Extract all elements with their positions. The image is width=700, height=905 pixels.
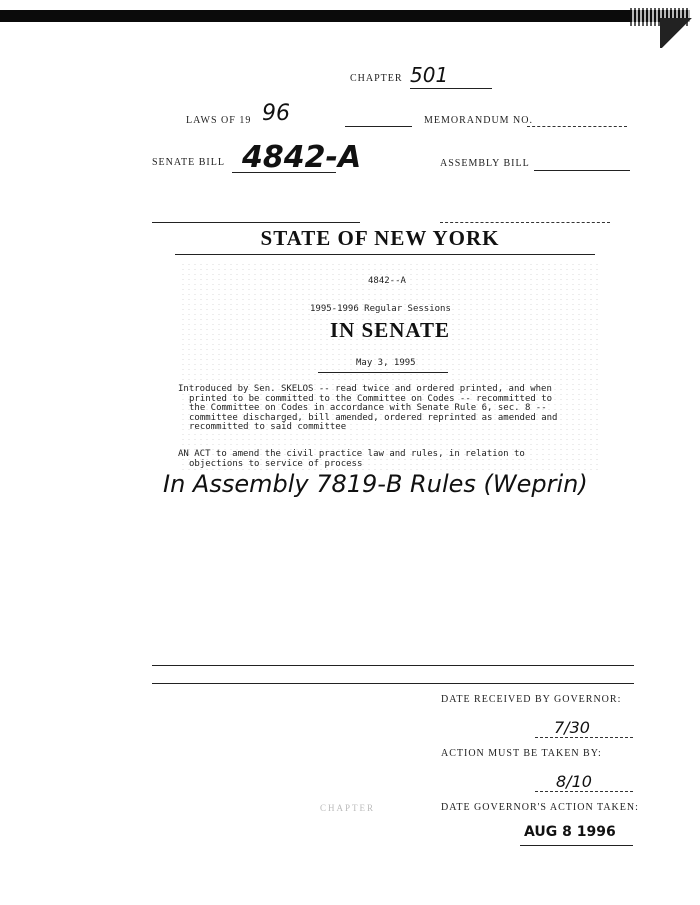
bill-number: 4842--A <box>368 276 406 286</box>
act-paragraph <box>178 449 608 469</box>
received-label: DATE RECEIVED BY GOVERNOR: <box>441 694 622 705</box>
laws-value: 96 <box>262 101 290 126</box>
scan-corner-fold <box>660 18 700 48</box>
received-line <box>535 737 633 738</box>
intro-line: the Committee on Codes in accordance with Senate Rule 6, sec. 8 -- <box>189 403 547 413</box>
faint-stamp: CHAPTER <box>320 803 376 813</box>
chapter-label: CHAPTER <box>350 73 403 84</box>
memo-label: MEMORANDUM NO. <box>424 115 534 126</box>
date-underline <box>318 372 448 373</box>
title-underline <box>175 254 595 255</box>
action-taken-line <box>520 845 633 846</box>
action-taken-label: DATE GOVERNOR'S ACTION TAKEN: <box>441 802 639 813</box>
intro-line: recommitted to said committee <box>189 422 347 432</box>
memo-line <box>527 126 627 127</box>
bill-date: May 3, 1995 <box>356 358 416 368</box>
laws-blank-line <box>345 126 412 127</box>
bill-sessions: 1995-1996 Regular Sessions <box>310 304 451 314</box>
footer-rule-1 <box>152 665 634 666</box>
introduction-paragraph <box>178 385 608 433</box>
assembly-handwritten-note: In Assembly 7819-B Rules (Weprin) <box>163 470 588 498</box>
assembly-bill-label: ASSEMBLY BILL <box>440 158 530 169</box>
action-taken-stamp: AUG 8 1996 <box>524 824 616 840</box>
intro-line: printed to be committed to the Committee on Codes -- recommitted to <box>189 393 553 404</box>
action-value: 8/10 <box>556 772 592 791</box>
chapter-line <box>410 88 492 89</box>
senate-bill-value: 4842-A <box>242 140 362 175</box>
act-line: AN ACT to amend the civil practice law and rules, in relation to <box>178 449 525 459</box>
scan-top-bar <box>0 10 690 22</box>
action-line <box>535 791 633 792</box>
footer-rule-2 <box>152 683 634 684</box>
action-label: ACTION MUST BE TAKEN BY: <box>441 748 602 759</box>
chamber-heading: IN SENATE <box>329 318 451 342</box>
intro-line: committee discharged, bill amended, ordered reprinted as amended and <box>189 412 558 423</box>
chapter-value: 501 <box>410 63 449 87</box>
divider-right <box>440 222 610 223</box>
received-value: 7/30 <box>554 718 590 737</box>
laws-label: LAWS OF 19 <box>186 115 252 126</box>
act-line: objections to service of process <box>189 459 363 469</box>
assembly-bill-line <box>534 170 630 171</box>
senate-bill-line <box>232 172 336 173</box>
state-title: STATE OF NEW YORK <box>260 226 500 250</box>
intro-line: Introduced by Sen. SKELOS -- read twice and ordered printed, and when <box>178 384 552 394</box>
divider-left <box>152 222 360 223</box>
senate-bill-label: SENATE BILL <box>152 157 225 168</box>
